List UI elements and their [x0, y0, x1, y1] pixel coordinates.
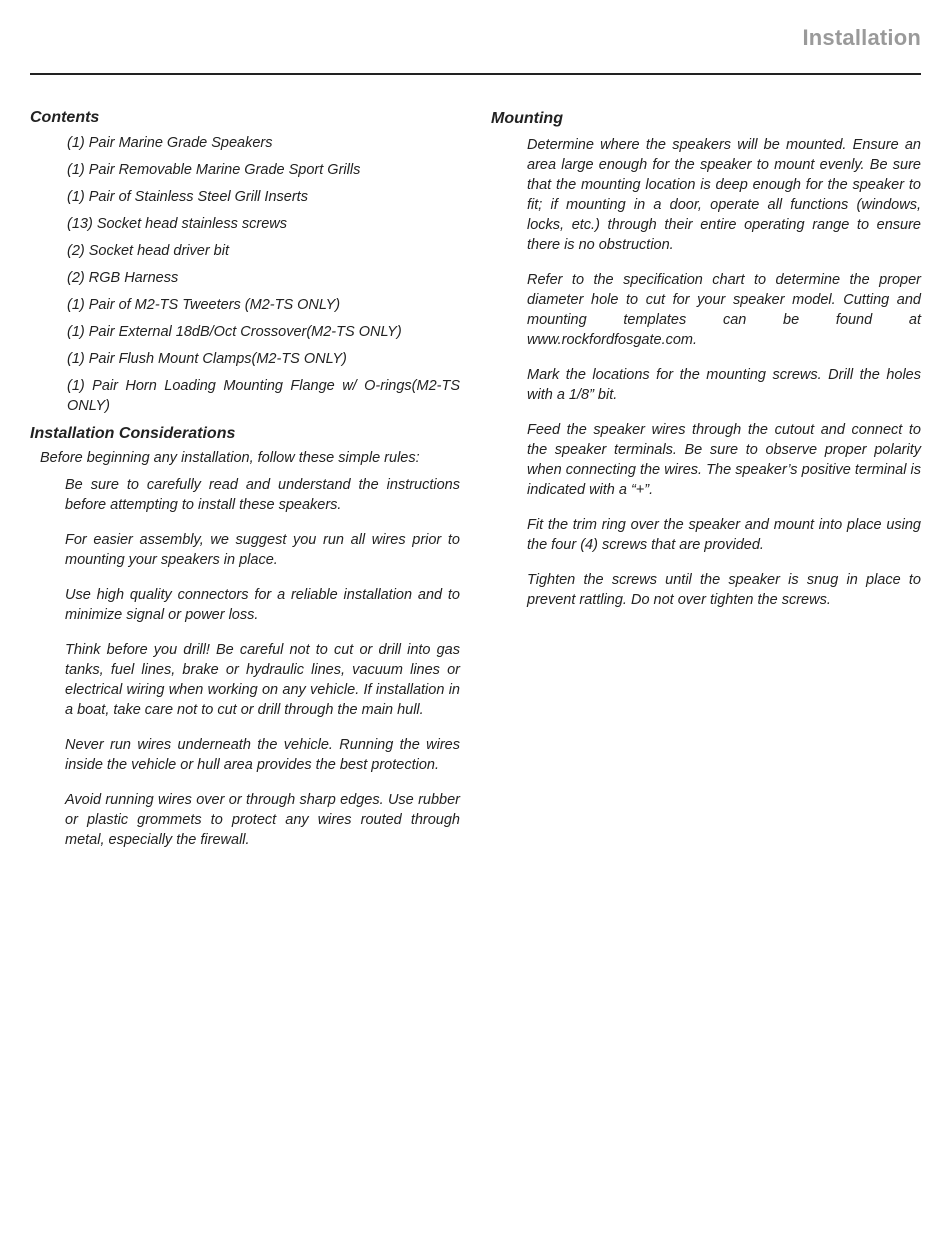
contents-item: (1) Pair of M2-TS Tweeters (M2-TS ONLY) — [67, 297, 341, 313]
page-title: Installation — [802, 25, 921, 50]
contents-item: (1) Pair Horn Loading Mounting Flange w/ O-rings(M2-TS ONLY) — [67, 378, 460, 414]
left-column — [30, 107, 460, 865]
contents-item: (1) Pair External 18dB/Oct Crossover(M2-TS ONLY) — [67, 324, 402, 340]
mounting-paragraph: Refer to the specification chart to determine the proper diameter hole to cut for your speaker model. Cutting and mounting templates can be found at www.rockfordfosgate.com. — [527, 272, 921, 348]
contents-item: (1) Pair Marine Grade Speakers — [67, 135, 273, 151]
mounting-paragraph: Determine where the speakers will be mounted. Ensure an area large enough for the speaker to mount evenly. Be sure that the mounting location is deep enough for the speaker to fit; if mounting in a door, operate all functions (windows, locks, etc.) through their entire operating range to ensure there is no obstruction. — [527, 137, 921, 253]
header-divider — [30, 73, 921, 75]
mounting-heading: Mounting — [491, 110, 563, 127]
mounting-paragraph: Tighten the screws until the speaker is snug in place to prevent rattling. Do not over tighten the screws. — [527, 572, 921, 608]
contents-heading: Contents — [30, 109, 100, 126]
consideration-paragraph: Avoid running wires over or through sharp edges. Use rubber or plastic grommets to protect any wires routed through metal, especially the firewall. — [65, 792, 460, 848]
consideration-paragraph: For easier assembly, we suggest you run all wires prior to mounting your speakers in place. — [65, 532, 460, 568]
right-column — [491, 107, 921, 625]
contents-item: (2) RGB Harness — [67, 270, 179, 286]
contents-item: (2) Socket head driver bit — [67, 243, 229, 259]
contents-item: (1) Pair of Stainless Steel Grill Inserts — [67, 189, 308, 205]
mounting-list — [491, 135, 921, 610]
considerations-heading: Installation Considerations — [30, 425, 236, 442]
consideration-paragraph: Use high quality connectors for a reliable installation and to minimize signal or power loss. — [65, 587, 460, 623]
mounting-paragraph: Fit the trim ring over the speaker and mount into place using the four (4) screws that are provided. — [527, 517, 921, 553]
contents-item: (1) Pair Removable Marine Grade Sport Grills — [67, 162, 361, 178]
considerations-list — [30, 475, 460, 850]
considerations-intro: Before beginning any installation, follow these simple rules: — [40, 450, 420, 466]
contents-list — [30, 133, 460, 416]
consideration-paragraph: Think before you drill! Be careful not to cut or drill into gas tanks, fuel lines, brake or hydraulic lines, vacuum lines or electrical wiring when working on any vehicle. If installation in a boat, take care not to cut or drill through the main hull. — [65, 642, 460, 718]
mounting-paragraph: Feed the speaker wires through the cutout and connect to the speaker terminals. Be sure to observe proper polarity when connecting the wires. The speaker’s positive terminal is indicated with a “+”. — [527, 422, 921, 498]
consideration-paragraph: Be sure to carefully read and understand the instructions before attempting to install these speakers. — [65, 477, 460, 513]
contents-item: (1) Pair Flush Mount Clamps(M2-TS ONLY) — [67, 351, 347, 367]
consideration-paragraph: Never run wires underneath the vehicle. Running the wires inside the vehicle or hull area provides the best protection. — [65, 737, 460, 773]
contents-item: (13) Socket head stainless screws — [67, 216, 288, 232]
mounting-paragraph: Mark the locations for the mounting screws. Drill the holes with a 1/8” bit. — [527, 367, 921, 403]
